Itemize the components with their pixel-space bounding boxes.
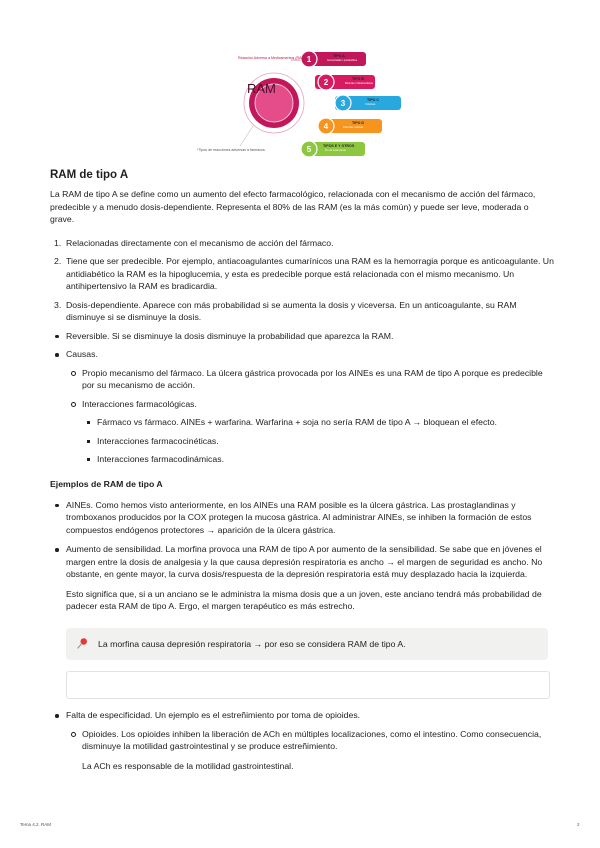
type-num-4: 4 <box>323 122 329 131</box>
empty-block <box>66 671 550 699</box>
list-item: 2. Tiene que ser predecible. Por ejemplo, antiacoagulantes cumarínicos una RAM es la hemorragia porque es anticoagulante. Un antidiabético la RAM es la hipoglucemia, y esta es predecible porque está relacionada con el mismo mecanismo. Un antihipertensivo la RAM es bradicardia. <box>54 256 554 291</box>
type-label-1: TIPO A <box>333 54 345 58</box>
type-label-4: TIPO D <box>352 121 364 125</box>
list-item: Aumento de sensibilidad. La morfina provoca una RAM de tipo A por aumento de la sensibilidad. Se sabe que en jóvenes el margen entre la dosis de analgesia y la que causa depresión respiratoria es ancho → el margen de seguridad es ancho. No obstante, en gente mayor, la curva dosis/respuesta de la depresión respiratoria está muy desplazado hacia la izquierda. Esto significa que, si a un anciano se le administra la misma dosis que a un joven, este anciano tendrá más probabilidad de padecer esta RAM de tipo A. Ergo, el margen terapéutico es más estrecho. <box>50 543 555 613</box>
page-number: 2 <box>577 822 580 827</box>
figure-top-caption: Reacción Adversa a Medicamentos (RAM) <box>238 56 306 60</box>
type-sub-1: Aumentadas / predecibles <box>327 59 357 62</box>
especificidad-section <box>50 709 555 778</box>
examples-list <box>50 499 555 613</box>
ram-types-figure <box>195 46 405 160</box>
figure-bottom-caption: *Tipos de reacciones adversas a fármacos <box>197 148 265 152</box>
ach-paragraph: La ACh es responsable de la motilidad gastrointestinal. <box>82 760 294 771</box>
examples-heading: Ejemplos de RAM de tipo A <box>50 478 163 489</box>
callout-box <box>66 628 548 660</box>
list-item: Interacciones farmacocinéticas. <box>50 435 555 448</box>
list-item: 1. Relacionadas directamente con el mecanismo de acción del fármaco. <box>54 237 334 248</box>
list-item: Opioides. Los opioides inhiben la liberación de ACh en múltiples localizaciones, como el intestino. Como consecuencia, disminuye la motilidad gastrointestinal y se produce estreñimiento. La ACh es responsable de la motilidad gastrointestinal. <box>50 728 555 773</box>
list-item: Interacciones farmacológicas. <box>50 398 555 411</box>
bullet-list <box>50 330 555 466</box>
type-sub-4: Diferidas / tardías <box>343 126 364 129</box>
type-label-2: TIPO B <box>352 77 364 81</box>
list-item: Reversible. Si se disminuye la dosis disminuye la probabilidad que aparezca la RAM. <box>50 330 555 343</box>
intro-paragraph: La RAM de tipo A se define como un aumento del efecto farmacológico, relacionada con el mecanismo de acción del fármaco, predecible y a menudo dosis-dependiente. Representa el 80% de las RAM (es la más común) y puede ser leve, moderada o grave. <box>50 189 536 224</box>
type-num-1: 1 <box>306 55 312 64</box>
type-label-5: TIPOS E Y OTROS <box>323 144 355 148</box>
figure-center-label: RAM <box>247 81 276 96</box>
list-item: Interacciones farmacodinámicas. <box>50 453 555 466</box>
list-item: Fármaco vs fármaco. AINEs + warfarina. Warfarina + soja no sería RAM de tipo A → bloquean el efecto. <box>50 416 555 429</box>
type-sub-2: Bizarras / idiosincráticas <box>345 82 373 85</box>
main-content <box>50 168 555 619</box>
numbered-list <box>50 237 555 324</box>
type-num-2: 2 <box>323 78 329 87</box>
footer-title: Tema 4.2. RAM <box>20 822 52 827</box>
list-item: Propio mecanismo del fármaco. La úlcera gástrica provocada por los AINEs es una RAM de tipo A porque es predecible por su mecanismo de acción. <box>50 367 555 392</box>
list-item: Causas. <box>50 348 555 361</box>
type-sub-3: Crónicas <box>365 103 376 106</box>
type-num-3: 3 <box>340 99 346 108</box>
list-item: Falta de especificidad. Un ejemplo es el estreñimiento por toma de opioides. <box>50 709 555 722</box>
pushpin-icon <box>76 637 90 652</box>
anciano-paragraph: Esto significa que, si a un anciano se le administra la misma dosis que a un joven, este anciano tendrá más probabilidad de padecer esta RAM de tipo A. Ergo, el margen terapéutico es más estrecho. <box>66 588 542 611</box>
callout-text: La morfina causa depresión respiratoria → por eso se considera RAM de tipo A. <box>98 639 406 649</box>
type-label-3: TIPO C <box>367 98 379 102</box>
list-item: AINEs. Como hemos visto anteriormente, en los AINEs una RAM posible es la úlcera gástrica. Las prostaglandinas y tromboxanos producidos por la COX protegen la mucosa gástrica. Al administrar AINEs, se inhiben la formación de estos compuestos endógenos protectores → aparición de la úlcera gástrica. <box>50 499 555 537</box>
type-sub-5: Fin de tratamiento <box>325 149 346 152</box>
section-heading: RAM de tipo A <box>50 169 129 181</box>
list-item: 3. Dosis-dependiente. Aparece con más probabilidad si se aumenta la dosis y viceversa. En un anticoagulante, su RAM disminuye si se disminuye la dosis. <box>54 299 517 322</box>
type-num-5: 5 <box>306 145 312 154</box>
